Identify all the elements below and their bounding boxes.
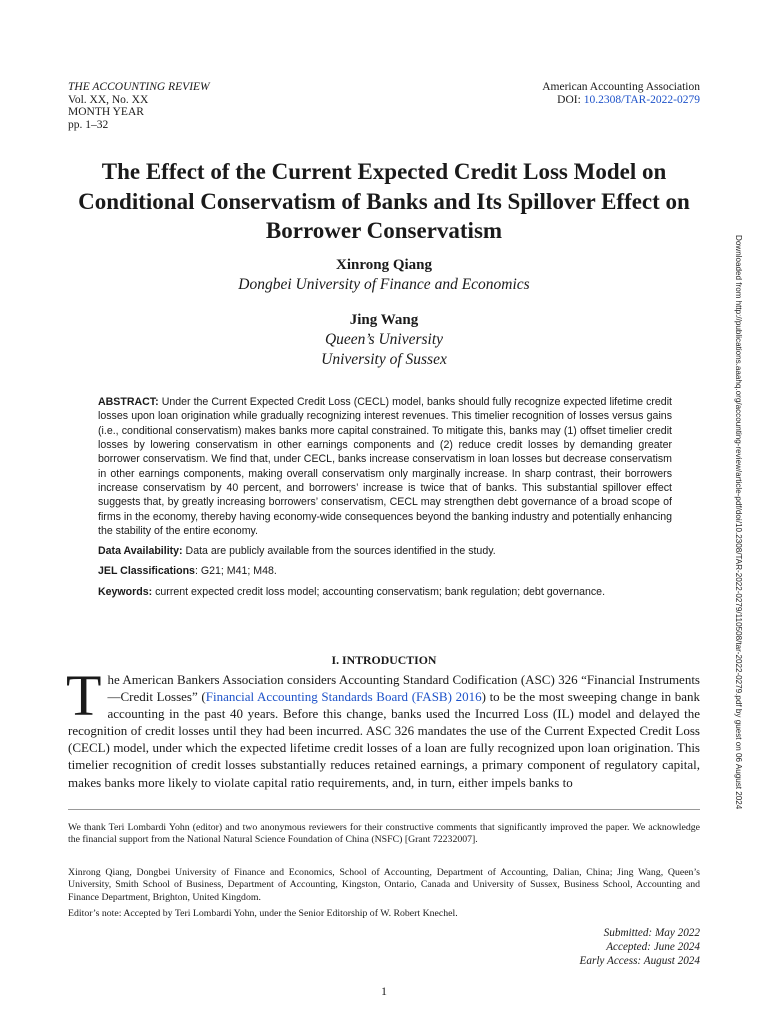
keywords [98, 585, 672, 599]
footnote-editor-note: Editor’s note: Accepted by Teri Lombardi Yohn, under the Senior Editorship of W. Robert Knechel. [68, 908, 458, 919]
data-availability-label: Data Availability: [98, 545, 183, 557]
publisher-info [542, 81, 700, 106]
data-availability [98, 544, 672, 558]
date-accepted: Accepted: June 2024 [606, 940, 700, 953]
journal-name: THE ACCOUNTING REVIEW [68, 81, 210, 93]
download-watermark: Downloaded from http://publications.aaahq.org/accounting-review/article-pdf/doi/10.2308/TAR-2022-0279/110508/tar-2022-0279.pdf by guest on 06 August 2024 [734, 235, 743, 810]
association-name: American Accounting Association [542, 81, 700, 93]
paper-title: The Effect of the Current Expected Credit Loss Model on Conditional Conservatism of Banks and Its Spillover Effect on Borrower Conservatism [78, 159, 690, 243]
introduction-paragraph [66, 663, 700, 791]
drop-cap: T [66, 663, 102, 728]
footnote-acknowledgment: We thank Teri Lombardi Yohn (editor) and two anonymous reviewers for their constructive comments that significantly improved the paper. We acknowledge the financial support from the National Natural Science Foundation of China (NSFC) [Grant 72232007]. [68, 822, 700, 846]
journal-pages: pp. 1–32 [68, 118, 109, 131]
author-affiliation: University of Sussex [321, 350, 447, 368]
journal-month-year: MONTH YEAR [68, 106, 144, 118]
journal-volume: Vol. XX, No. XX [68, 93, 149, 106]
author-name: Jing Wang [349, 312, 419, 328]
author-name: Xinrong Qiang [336, 257, 432, 273]
jel-label: JEL Classifications [98, 565, 195, 577]
author-affiliation: Queen’s University [324, 331, 444, 348]
section-heading: I. INTRODUCTION [331, 653, 437, 667]
abstract [98, 395, 672, 538]
abstract-label: ABSTRACT: [98, 396, 159, 408]
intro-text-2: ) to be the most sweeping change in bank accounting in the past 40 years. Before this change, banks used the Incurred Loss (IL) model and delayed the recognition of credit losses until they had been incurred. ASC 326 mandates the use of the Current Expected Credit Loss (CECL) model, under which the expected lifetime credit losses of a loan are fully recognized upon loan origination. This timelier recognition of credit losses substantially reduces retained earnings, a primary component of regulatory capital, makes banks more likely to violate capital ratio requirements, and, in turn, either impels banks to [68, 689, 700, 790]
author-block-2 [0, 311, 768, 369]
publication-dates [580, 927, 700, 968]
author-affiliation: Dongbei University of Finance and Economics [238, 276, 530, 293]
doi-line [542, 94, 700, 107]
intro-text-1: he American Bankers Association considers Accounting Standard Codification (ASC) 326 “Financial Instruments—Credit Losses” ( [107, 672, 700, 705]
abstract-text: Under the Current Expected Credit Loss (CECL) model, banks should fully recognize expected lifetime credit losses upon loan origination while gradually recognizing interest revenues. This timelier recognition of losses versus gains (i.e., conditional conservatism) makes banks more capital constrained. To mitigate this, banks may (1) offset timelier credit losses by lowering conservatism in other earnings components and (2) reduce credit losses by demanding greater borrower conservatism. We find that, under CECL, banks increase conservatism in loan losses but decrease conservatism in other earnings components, making overall conservatism only marginally increase. In sharp contrast, their borrowers increase conservatism by 40 percent, and borrowers’ increase is twice that of banks. This substantial spillover effect suggests that, by greatly increasing borrowers’ conservatism, CECL may strengthen debt governance of a broad scope of firms in the economy, thereby having economy-wide consequences beyond the banking industry and potentially enhancing the stability of the entire economy. [98, 396, 672, 538]
author-block-1 [0, 256, 768, 295]
journal-info [68, 81, 210, 131]
doi-link[interactable]: 10.2308/TAR-2022-0279 [583, 93, 700, 106]
page-number: 1 [381, 984, 387, 998]
keywords-label: Keywords: [98, 586, 153, 598]
citation-link[interactable]: Financial Accounting Standards Board (FASB) 2016 [205, 689, 482, 705]
keywords-text: current expected credit loss model; accounting conservatism; bank regulation; debt governance. [152, 586, 606, 598]
footnote-affiliations: Xinrong Qiang, Dongbei University of Finance and Economics, School of Accounting, Department of Accounting, Dalian, China; Jing Wang, Queen’s University, Smith School of Business, Department of Accounting, Kingston, Ontario, Canada and University of Sussex, Business School, Accounting and Finance Department, Brighton, United Kingdom. [68, 867, 700, 903]
data-availability-text: Data are publicly available from the sources identified in the study. [182, 545, 496, 557]
doi-prefix: DOI: [557, 93, 584, 106]
footnote-divider [68, 809, 700, 810]
jel-text: : G21; M41; M48. [194, 565, 277, 577]
date-early-access: Early Access: August 2024 [579, 954, 700, 967]
jel-classifications [98, 564, 672, 578]
date-submitted: Submitted: May 2022 [603, 927, 700, 939]
